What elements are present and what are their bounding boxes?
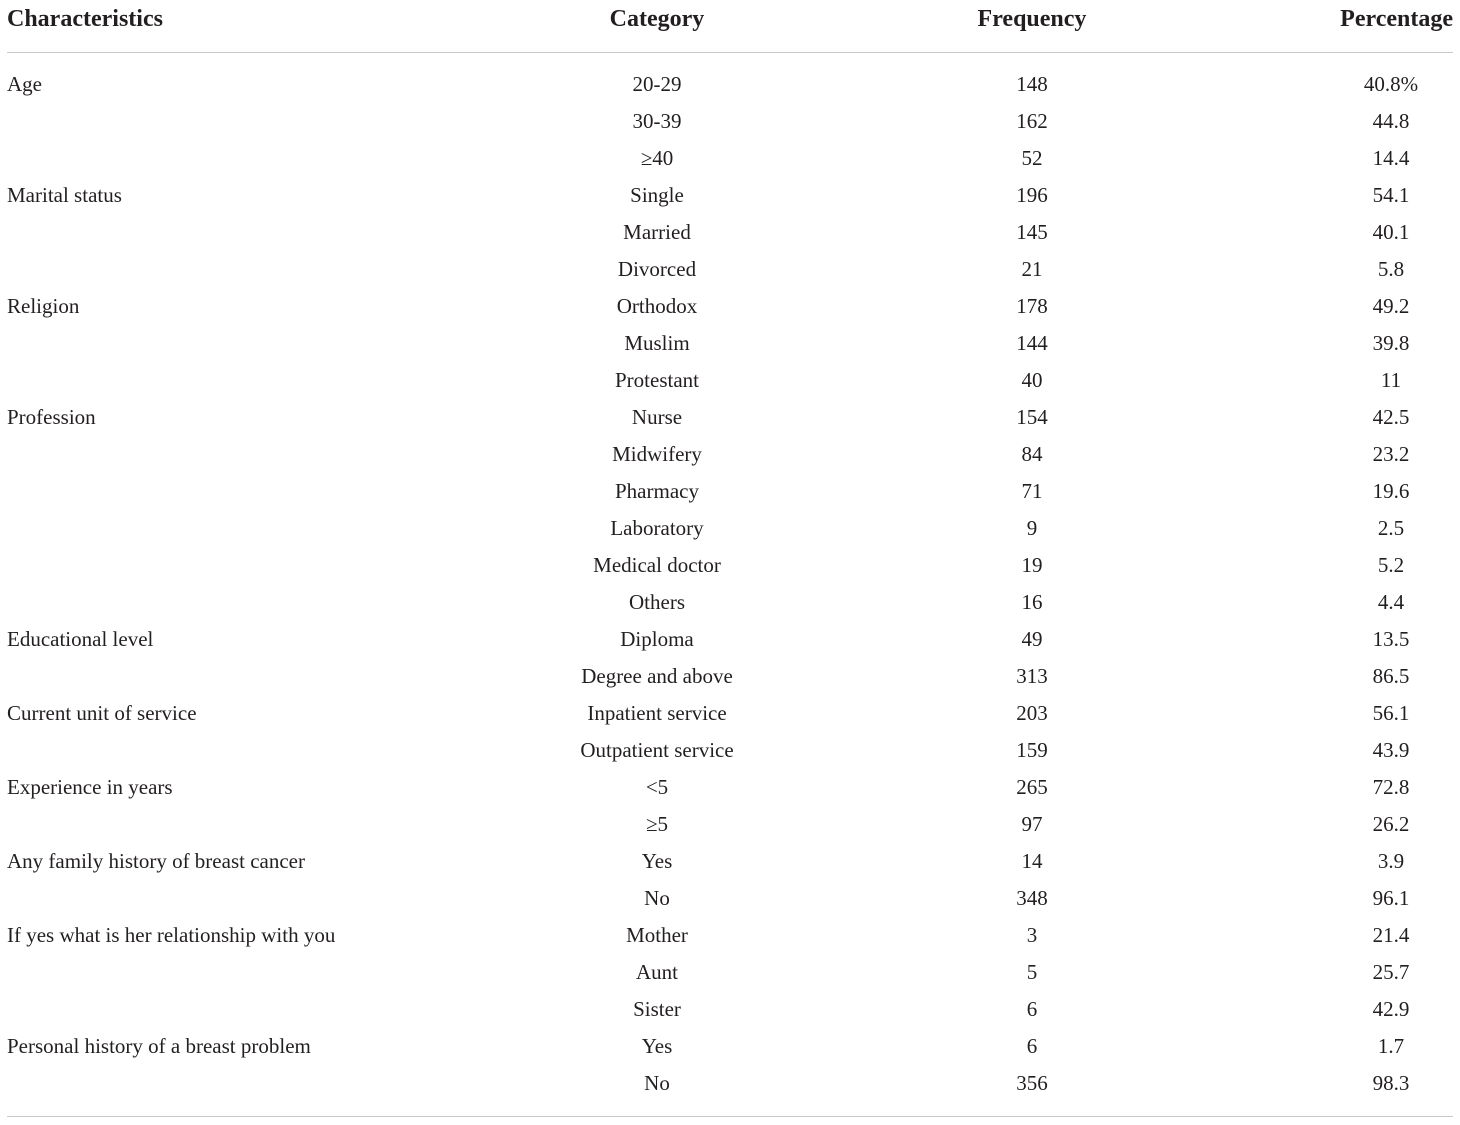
cell-frequency: 40 (1021, 368, 1043, 392)
cell-category: Outpatient service (580, 738, 734, 762)
cell-category: Divorced (617, 257, 697, 281)
cell-percentage: 26.2 (1372, 812, 1410, 836)
cell-percentage: 5.2 (1377, 553, 1405, 577)
cell-category: Inpatient service (587, 701, 727, 725)
cell-frequency: 265 (1016, 775, 1048, 799)
cell-frequency: 5 (1026, 960, 1038, 984)
cell-category: Diploma (620, 627, 694, 651)
table-row (7, 436, 1453, 473)
cell-percentage: 21.4 (1372, 923, 1410, 947)
cell-percentage: 43.9 (1372, 738, 1410, 762)
cell-frequency: 3 (1026, 923, 1038, 947)
cell-category: Medical doctor (593, 553, 721, 577)
table-row (7, 1065, 1453, 1102)
cell-frequency: 356 (1016, 1071, 1048, 1095)
cell-category: Degree and above (581, 664, 733, 688)
cell-characteristic: Personal history of a breast problem (7, 1034, 311, 1058)
table-row (7, 843, 1453, 880)
cell-category: Muslim (624, 331, 690, 355)
cell-frequency: 71 (1021, 479, 1043, 503)
cell-category: Pharmacy (615, 479, 699, 503)
cell-percentage: 25.7 (1372, 960, 1410, 984)
cell-percentage: 44.8 (1372, 109, 1410, 133)
cell-percentage: 40.8% (1363, 72, 1419, 96)
cell-frequency: 21 (1021, 257, 1043, 281)
cell-characteristic: Educational level (7, 627, 154, 651)
cell-percentage: 54.1 (1372, 183, 1410, 207)
cell-percentage: 42.5 (1372, 405, 1410, 429)
cell-characteristic: Current unit of service (7, 701, 197, 725)
cell-percentage: 5.8 (1377, 257, 1405, 281)
cell-characteristic: Marital status (7, 183, 122, 207)
cell-frequency: 196 (1016, 183, 1048, 207)
cell-percentage: 13.5 (1372, 627, 1410, 651)
cell-frequency: 6 (1026, 997, 1038, 1021)
cell-category: Single (630, 183, 684, 207)
table-row (7, 66, 1453, 103)
cell-percentage: 98.3 (1372, 1071, 1410, 1095)
header-frequency: Frequency (977, 6, 1087, 32)
table-row (7, 806, 1453, 843)
data-table (7, 0, 1453, 1102)
cell-category: Others (629, 590, 685, 614)
cell-frequency: 154 (1016, 405, 1048, 429)
header-characteristics: Characteristics (7, 6, 163, 32)
cell-frequency: 148 (1016, 72, 1048, 96)
cell-characteristic: If yes what is her relationship with you (7, 923, 336, 947)
cell-category: Orthodox (616, 294, 698, 318)
table-row (7, 547, 1453, 584)
table-header-row (7, 0, 1453, 53)
table-row (7, 399, 1453, 436)
header-category: Category (609, 6, 705, 32)
header-percentage: Percentage (1340, 6, 1453, 32)
cell-characteristic: Profession (7, 405, 96, 429)
cell-percentage: 3.9 (1377, 849, 1405, 873)
table-row (7, 732, 1453, 769)
cell-frequency: 178 (1016, 294, 1048, 318)
cell-category: Nurse (631, 405, 683, 429)
cell-percentage: 1.7 (1377, 1034, 1405, 1058)
cell-frequency: 97 (1021, 812, 1043, 836)
table-row (7, 473, 1453, 510)
cell-category: ≥40 (640, 146, 674, 170)
cell-percentage: 14.4 (1372, 146, 1410, 170)
cell-category: ≥5 (645, 812, 669, 836)
cell-frequency: 49 (1021, 627, 1043, 651)
table-row (7, 695, 1453, 732)
cell-percentage: 40.1 (1372, 220, 1410, 244)
table-row (7, 880, 1453, 917)
cell-frequency: 162 (1016, 109, 1048, 133)
cell-category: Yes (641, 1034, 673, 1058)
table-row (7, 1028, 1453, 1065)
cell-percentage: 49.2 (1372, 294, 1410, 318)
cell-frequency: 52 (1021, 146, 1043, 170)
cell-frequency: 16 (1021, 590, 1043, 614)
cell-percentage: 56.1 (1372, 701, 1410, 725)
cell-category: <5 (645, 775, 669, 799)
cell-category: Married (623, 220, 691, 244)
cell-category: Protestant (615, 368, 699, 392)
cell-percentage: 39.8 (1372, 331, 1410, 355)
table-row (7, 769, 1453, 806)
cell-category: Laboratory (610, 516, 704, 540)
cell-percentage: 4.4 (1377, 590, 1405, 614)
cell-percentage: 11 (1380, 368, 1402, 392)
cell-category: Aunt (636, 960, 678, 984)
cell-category: 20-29 (632, 72, 682, 96)
cell-frequency: 144 (1016, 331, 1048, 355)
cell-frequency: 203 (1016, 701, 1048, 725)
cell-category: Yes (641, 849, 673, 873)
table-row (7, 917, 1453, 954)
cell-percentage: 19.6 (1372, 479, 1410, 503)
cell-frequency: 14 (1021, 849, 1043, 873)
cell-percentage: 86.5 (1372, 664, 1410, 688)
cell-characteristic: Age (7, 72, 42, 96)
cell-frequency: 313 (1016, 664, 1048, 688)
cell-frequency: 348 (1016, 886, 1048, 910)
cell-frequency: 145 (1016, 220, 1048, 244)
cell-category: No (644, 886, 670, 910)
cell-percentage: 2.5 (1377, 516, 1405, 540)
cell-category: Mother (626, 923, 688, 947)
table-row (7, 288, 1453, 325)
cell-percentage: 72.8 (1372, 775, 1410, 799)
cell-percentage: 96.1 (1372, 886, 1410, 910)
table-row (7, 214, 1453, 251)
table-row (7, 991, 1453, 1028)
cell-characteristic: Religion (7, 294, 80, 318)
table-row (7, 954, 1453, 991)
table-row (7, 621, 1453, 658)
cell-characteristic: Experience in years (7, 775, 173, 799)
table-row (7, 103, 1453, 140)
table-row (7, 510, 1453, 547)
table-row (7, 584, 1453, 621)
cell-frequency: 6 (1026, 1034, 1038, 1058)
cell-category: Midwifery (612, 442, 702, 466)
table-bottom-rule (7, 1116, 1453, 1117)
table-row (7, 251, 1453, 288)
table-row (7, 325, 1453, 362)
cell-percentage: 23.2 (1372, 442, 1410, 466)
cell-characteristic: Any family history of breast cancer (7, 849, 305, 873)
table-row (7, 362, 1453, 399)
cell-frequency: 159 (1016, 738, 1048, 762)
cell-percentage: 42.9 (1372, 997, 1410, 1021)
cell-category: Sister (633, 997, 681, 1021)
table-row (7, 658, 1453, 695)
cell-frequency: 9 (1026, 516, 1038, 540)
table-body (7, 53, 1453, 1102)
table-row (7, 140, 1453, 177)
cell-category: 30-39 (632, 109, 682, 133)
table-row (7, 177, 1453, 214)
cell-frequency: 84 (1021, 442, 1043, 466)
cell-category: No (644, 1071, 670, 1095)
cell-frequency: 19 (1021, 553, 1043, 577)
